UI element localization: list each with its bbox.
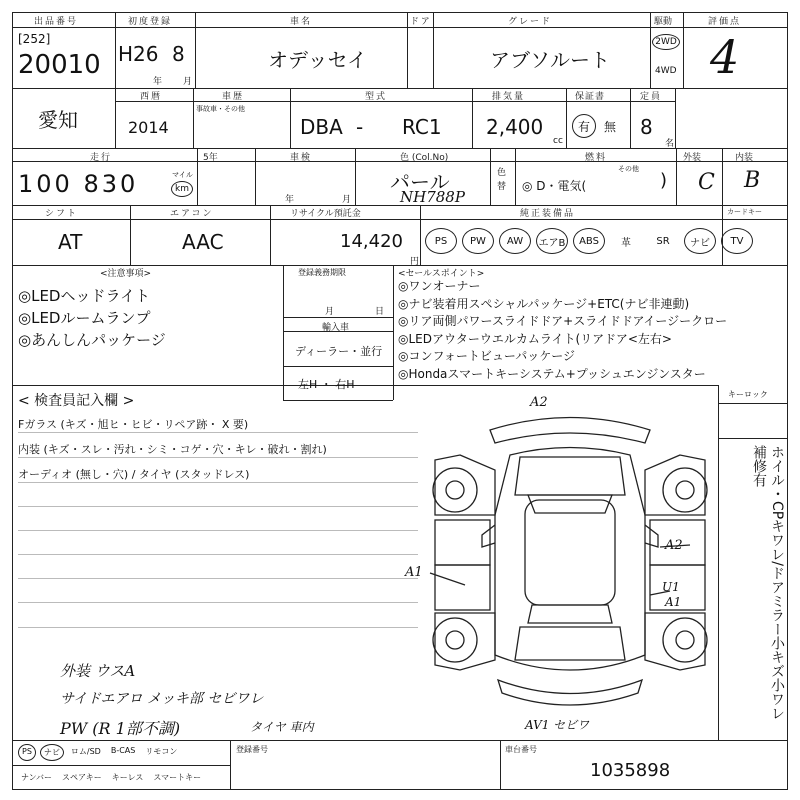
fuel-options: ◎ D・電気( (522, 179, 587, 193)
drive-2wd: 2WD (652, 34, 680, 50)
footer-item: ナビ (40, 744, 64, 761)
month-unit: 月 (183, 77, 193, 87)
registration-label: 登録義務期限 (298, 268, 346, 277)
inspection-year: 年 (285, 195, 295, 205)
equipment-5: 革 (621, 237, 631, 249)
footer-item: スマートキー (153, 773, 202, 782)
shift-label: シフト (45, 209, 79, 219)
lot-number: 20010 (18, 50, 101, 80)
footer-item: PS (18, 744, 36, 761)
interior-line: 内装 (キズ・スレ・汚れ・シミ・コゲ・穴・キレ・破れ・割れ) (18, 443, 327, 456)
replaced-label: 5年 (203, 153, 218, 163)
sales-point-item: ◎ナビ装着用スペシャルパッケージ+ETC(ナビ非連動) (398, 296, 690, 311)
history-label: 車歴 (222, 92, 245, 102)
footer-items-row2 (18, 770, 204, 785)
recycle-fee: 14,420 (340, 231, 403, 252)
year-label: 西暦 (140, 92, 163, 102)
equipment-list (425, 228, 765, 256)
mileage-unit-top: マイル (172, 171, 193, 179)
warranty-yes: 有 (572, 114, 596, 138)
equipment-4: ABS (573, 228, 605, 254)
year-unit: 年 (153, 77, 163, 87)
note-exterior: 外装 ウスA (60, 662, 136, 680)
footer-item: リモコン (145, 747, 178, 756)
footer-item: スペアキー (62, 773, 102, 782)
mileage-label: 走行 (90, 153, 113, 163)
door-label: ドア (410, 17, 432, 27)
inspection-month: 月 (342, 195, 352, 205)
sales-point-item: ◎Hondaスマートキーシステム+プッシュエンジンスター (398, 366, 706, 381)
chassis-label: 車台番号 (505, 745, 537, 754)
lot-prefix: [252] (18, 32, 51, 46)
capacity-unit: 名 (665, 139, 675, 149)
inspection-label: 車検 (290, 153, 313, 163)
region: 愛知 (38, 108, 78, 132)
displacement: 2,400 (486, 115, 544, 139)
sales-point-item: ◎リア両側パワースライドドア+スライドドアイージークロー (398, 314, 728, 328)
recycle-label: リサイクル預託金 (290, 209, 361, 219)
mileage-unit: km (171, 181, 193, 197)
label-u1-right: U1 (662, 580, 680, 594)
color-change-label: 色替 (497, 168, 507, 192)
equipment-1: PW (462, 228, 494, 254)
footer-item: B-CAS (110, 746, 136, 755)
fuel-other-close: ) (660, 170, 668, 191)
type-prefix: DBA (300, 115, 343, 139)
interior-grade: B (744, 168, 761, 193)
sales-point-item: ◎LEDアウターウエルカムライト(リアドア<左右> (398, 331, 672, 346)
footer-item: ロム/SD (70, 747, 101, 756)
chassis-number: 1035898 (590, 760, 671, 781)
label-bottom: AV1 セビワ (525, 718, 590, 732)
option-item: ◎LEDルームランプ (18, 309, 151, 327)
option-item: ◎LEDヘッドライト (18, 287, 151, 305)
sales-point-item: ◎ワンオーナー (398, 279, 481, 293)
mileage: 100 830 (18, 170, 139, 198)
fuel-other-label: その他 (618, 165, 639, 173)
first-reg-month: 8 (172, 42, 185, 66)
first-reg-label: 初度登録 (128, 17, 173, 27)
equipment-3: エアB (536, 228, 568, 254)
color-label: 色 (Col.No) (400, 153, 449, 163)
car-name-label: 車名 (290, 17, 313, 27)
warranty-label: 保証書 (575, 92, 606, 102)
equipment-8: TV (721, 228, 753, 254)
note-pw: PW (R 1部不調) (60, 719, 181, 738)
score: 4 (710, 30, 740, 84)
grade: アブソルート (490, 48, 610, 72)
history-note: 事故車・その他 (196, 105, 245, 113)
label-a1-left: A1 (405, 565, 423, 580)
aircon: AAC (182, 230, 224, 254)
exterior-label: 外装 (683, 153, 702, 163)
model-year: 2014 (128, 118, 169, 137)
warranty-no: 無 (604, 120, 617, 134)
interior-label: 内装 (735, 153, 754, 163)
type-label: 型式 (365, 92, 388, 102)
footer-items-row1 (18, 744, 180, 761)
score-label: 評価点 (708, 17, 742, 27)
aircon-label: エアコン (170, 209, 214, 219)
footer-item: キーレス (111, 773, 144, 782)
lot-label: 出品番号 (34, 17, 79, 27)
audio-line: オーディオ (無し・穴) / タイヤ (スタッドレス) (18, 468, 250, 481)
card-label: カードキー (727, 208, 762, 216)
car-diagram (420, 395, 715, 735)
cc-unit: cc (553, 136, 563, 146)
sales-point-item: ◎コンフォートビューパッケージ (398, 349, 576, 363)
wheel-mirror-note: ホイル・CPキワレ/ドアミラー小キズ小ワレ 補修有 (751, 445, 785, 720)
steering: 左H ・ 右H (298, 378, 355, 391)
shift: AT (58, 230, 83, 254)
reg-number-label: 登録番号 (236, 745, 268, 754)
fuel-label: 燃料 (585, 153, 608, 163)
exterior-grade: C (698, 170, 715, 195)
displacement-label: 排気量 (492, 92, 526, 102)
color-code: NH788P (400, 188, 465, 206)
inspector-label: < 検査員記入欄 > (18, 393, 135, 409)
key-lock-label: キーロック (728, 390, 768, 399)
sales-points-label: <セールスポイント> (398, 269, 485, 279)
drive-4wd: 4WD (655, 66, 677, 76)
import-label: 輸入車 (322, 323, 350, 333)
drive-label: 駆動 (654, 17, 673, 27)
note-aero: サイドエアロ メッキ部 セビワレ (60, 691, 264, 707)
dealer: ディーラー・並行 (295, 345, 383, 358)
label-a2-right: A2 (665, 538, 683, 553)
yen-unit: 円 (410, 257, 420, 267)
label-a1-right: A1 (665, 595, 682, 609)
options-list (18, 285, 166, 351)
capacity: 8 (640, 115, 653, 139)
note-tire: タイヤ 車内 (250, 720, 314, 734)
first-reg-era: H26 (118, 42, 159, 66)
glass-line: Fガラス (キズ・旭ヒ・ヒビ・リペア跡・ X 要) (18, 418, 249, 431)
option-item: ◎あんしんパッケージ (18, 331, 166, 349)
capacity-label: 定員 (640, 92, 663, 102)
equipment-7: ナビ (684, 228, 716, 254)
type-code: RC1 (402, 115, 442, 139)
footer-item: ナンバー (21, 773, 53, 782)
grade-label: グレード (508, 17, 553, 27)
reg-month: 月 (325, 307, 335, 317)
car-name: オデッセイ (268, 48, 367, 72)
color: パール (390, 170, 450, 194)
equipment-0: PS (425, 228, 457, 254)
label-a2-top: A2 (530, 395, 548, 410)
reg-day: 日 (375, 307, 385, 317)
options-label: <注意事項> (100, 269, 152, 279)
type-dash: - (356, 115, 364, 139)
equipment-label: 純正装備品 (520, 209, 576, 219)
equipment-6: SR (656, 235, 670, 247)
equipment-2: AW (499, 228, 531, 254)
sales-points-list (398, 278, 727, 383)
